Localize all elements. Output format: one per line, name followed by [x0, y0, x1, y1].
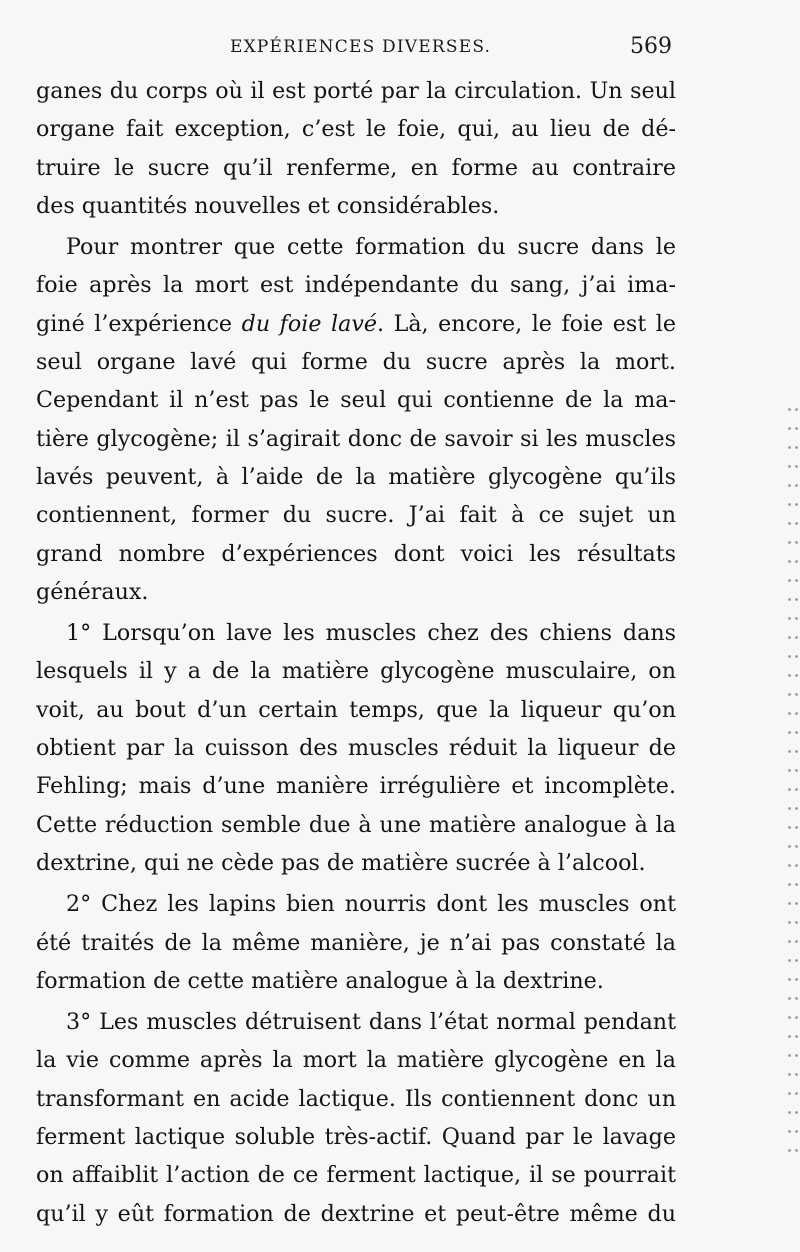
text-line: 3° Les muscles détruisent dans l’état normal pendant: [66, 1009, 676, 1036]
text-line: 2° Chez les lapins bien nourris dont les muscles ont: [66, 891, 676, 918]
text-line: Cette réduction semble due à une matière analogue à la: [36, 811, 676, 838]
paragraph-3: [36, 614, 676, 882]
text-line: ferment lactique soluble très-actif. Quand par le lavage: [36, 1124, 676, 1151]
running-title: EXPÉRIENCES DIVERSES.: [230, 37, 492, 57]
text-line: contiennent, former du sucre. J’ai fait à ce sujet un: [36, 502, 676, 529]
paragraph-5: [36, 1003, 676, 1233]
text-line: formation de cette matière analogue à la dextrine.: [36, 967, 604, 994]
paragraph-1: [36, 72, 676, 225]
text-line: giné l’expérience du foie lavé. Là, encore, le foie est le: [36, 310, 676, 337]
page-number: 569: [630, 34, 672, 59]
text-line: Cependant il n’est pas le seul qui contienne de la ma-: [36, 387, 676, 414]
text-line: obtient par la cuisson des muscles réduit la liqueur de: [36, 735, 676, 762]
text-line: grand nombre d’expériences dont voici les résultats: [36, 540, 676, 567]
text-line: ganes du corps où il est porté par la circulation. Un seul: [36, 78, 676, 104]
text-line: voit, au bout d’un certain temps, que la liqueur qu’on: [36, 696, 676, 723]
text-line: 1° Lorsqu’on lave les muscles chez des chiens dans: [66, 620, 676, 647]
text-line: transformant en acide lactique. Ils contiennent donc un: [36, 1085, 676, 1112]
text-line: été traités de la même manière, je n’ai pas constaté la: [36, 929, 676, 956]
text-line: tière glycogène; il s’agirait donc de savoir si les muscles: [36, 425, 676, 452]
text-line: seul organe lavé qui forme du sucre après la mort.: [36, 349, 676, 376]
text-line: truire le sucre qu’il renferme, en forme au contraire: [36, 154, 676, 181]
text-line: qu’il y eût formation de dextrine et peut-être même du: [36, 1200, 676, 1227]
text-line: dextrine, qui ne cède pas de matière sucrée à l’alcool.: [36, 849, 646, 876]
text-line: des quantités nouvelles et considérables.: [36, 192, 500, 219]
text-line: lesquels il y a de la matière glycogène musculaire, on: [36, 658, 676, 685]
body-text: [36, 72, 676, 1233]
text-line: généraux.: [36, 578, 149, 605]
text-line: Fehling; mais d’une manière irrégulière et incomplète.: [36, 773, 676, 800]
text-line: Pour montrer que cette formation du sucre dans le: [66, 234, 676, 261]
page-edge-dots: [786, 400, 800, 1160]
running-header: [36, 34, 672, 58]
text-line: foie après la mort est indépendante du sang, j’ai ima-: [36, 272, 676, 299]
text-line: la vie comme après la mort la matière glycogène en la: [36, 1047, 676, 1074]
text-line: lavés peuvent, à l’aide de la matière glycogène qu’ils: [36, 463, 676, 490]
text-line: on affaiblit l’action de ce ferment lactique, il se pourrait: [36, 1162, 676, 1189]
italic-phrase: du foie lavé: [241, 310, 377, 337]
text-line: organe fait exception, c’est le foie, qui, au lieu de dé-: [36, 116, 676, 143]
paragraph-2: [36, 228, 676, 611]
paragraph-4: [36, 885, 676, 1000]
